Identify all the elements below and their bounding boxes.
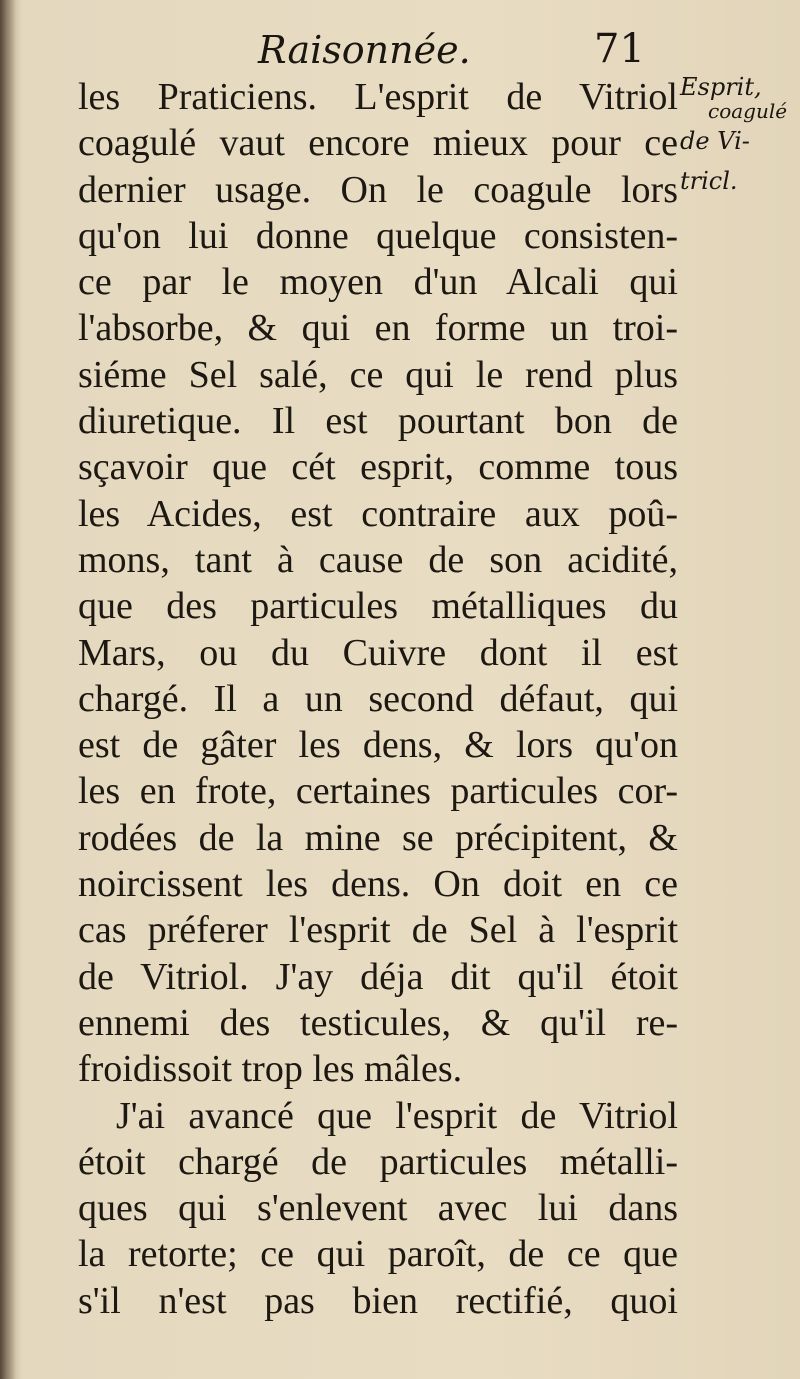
text-line: chargé. Il a un second défaut, qui [78,677,678,720]
text-line: cas préferer l'esprit de Sel à l'esprit [78,909,678,952]
text-line: coagulé vaut encore mieux pour ce [78,122,678,165]
text-line: froidissoit trop les mâles. [78,1048,463,1091]
text-line: ennemi des testicules, & qu'il re- [78,1001,678,1044]
margin-note [680,74,795,194]
margin-note-line: tricl. [680,167,738,195]
text-line: siéme Sel salé, ce qui le rend plus [78,353,678,396]
running-title: Raisonnée. [258,28,471,72]
text-line: ce par le moyen d'un Alcali qui [78,261,678,304]
text-line: J'ai avancé que l'esprit de Vitriol [116,1094,678,1137]
text-line: étoit chargé de particules métalli- [78,1140,678,1183]
text-line: est de gâter les dens, & lors qu'on [78,724,678,767]
text-line: qu'on lui donne quelque consisten- [78,214,678,257]
text-line: la retorte; ce qui paroît, de ce que [78,1233,678,1276]
text-line: de Vitriol. J'ay déja dit qu'il étoit [78,955,678,998]
page-fold-shadow [0,0,16,1379]
text-line: Mars, ou du Cuivre dont il est [78,631,678,674]
text-line: les Praticiens. L'esprit de Vitriol [78,76,678,118]
text-line: que des particules métalliques du [78,585,678,628]
margin-note-line: Esprit, [680,73,762,101]
page-number: 71 [594,26,645,72]
text-line: rodées de la mine se précipitent, & [78,816,678,859]
margin-note-line: de Vi- [680,127,750,155]
text-line: noircissent les dens. On doit en ce [78,863,678,906]
text-line: les Acides, est contraire aux poû- [78,492,678,535]
text-line: diuretique. Il est pourtant bon de [78,400,678,443]
margin-note-line: coagulé [708,99,788,123]
text-line: mons, tant à cause de son acidité, [78,538,678,581]
text-line: dernier usage. On le coagule lors [78,168,678,211]
text-line: l'absorbe, & qui en forme un troi- [78,307,678,350]
text-line: s'il n'est pas bien rectifié, quoi [78,1279,678,1322]
text-line: sçavoir que cét esprit, comme tous [78,446,678,489]
text-line: les en frote, certaines particules cor- [78,770,678,813]
body-text [78,74,678,1324]
text-line: ques qui s'enlevent avec lui dans [78,1187,678,1230]
